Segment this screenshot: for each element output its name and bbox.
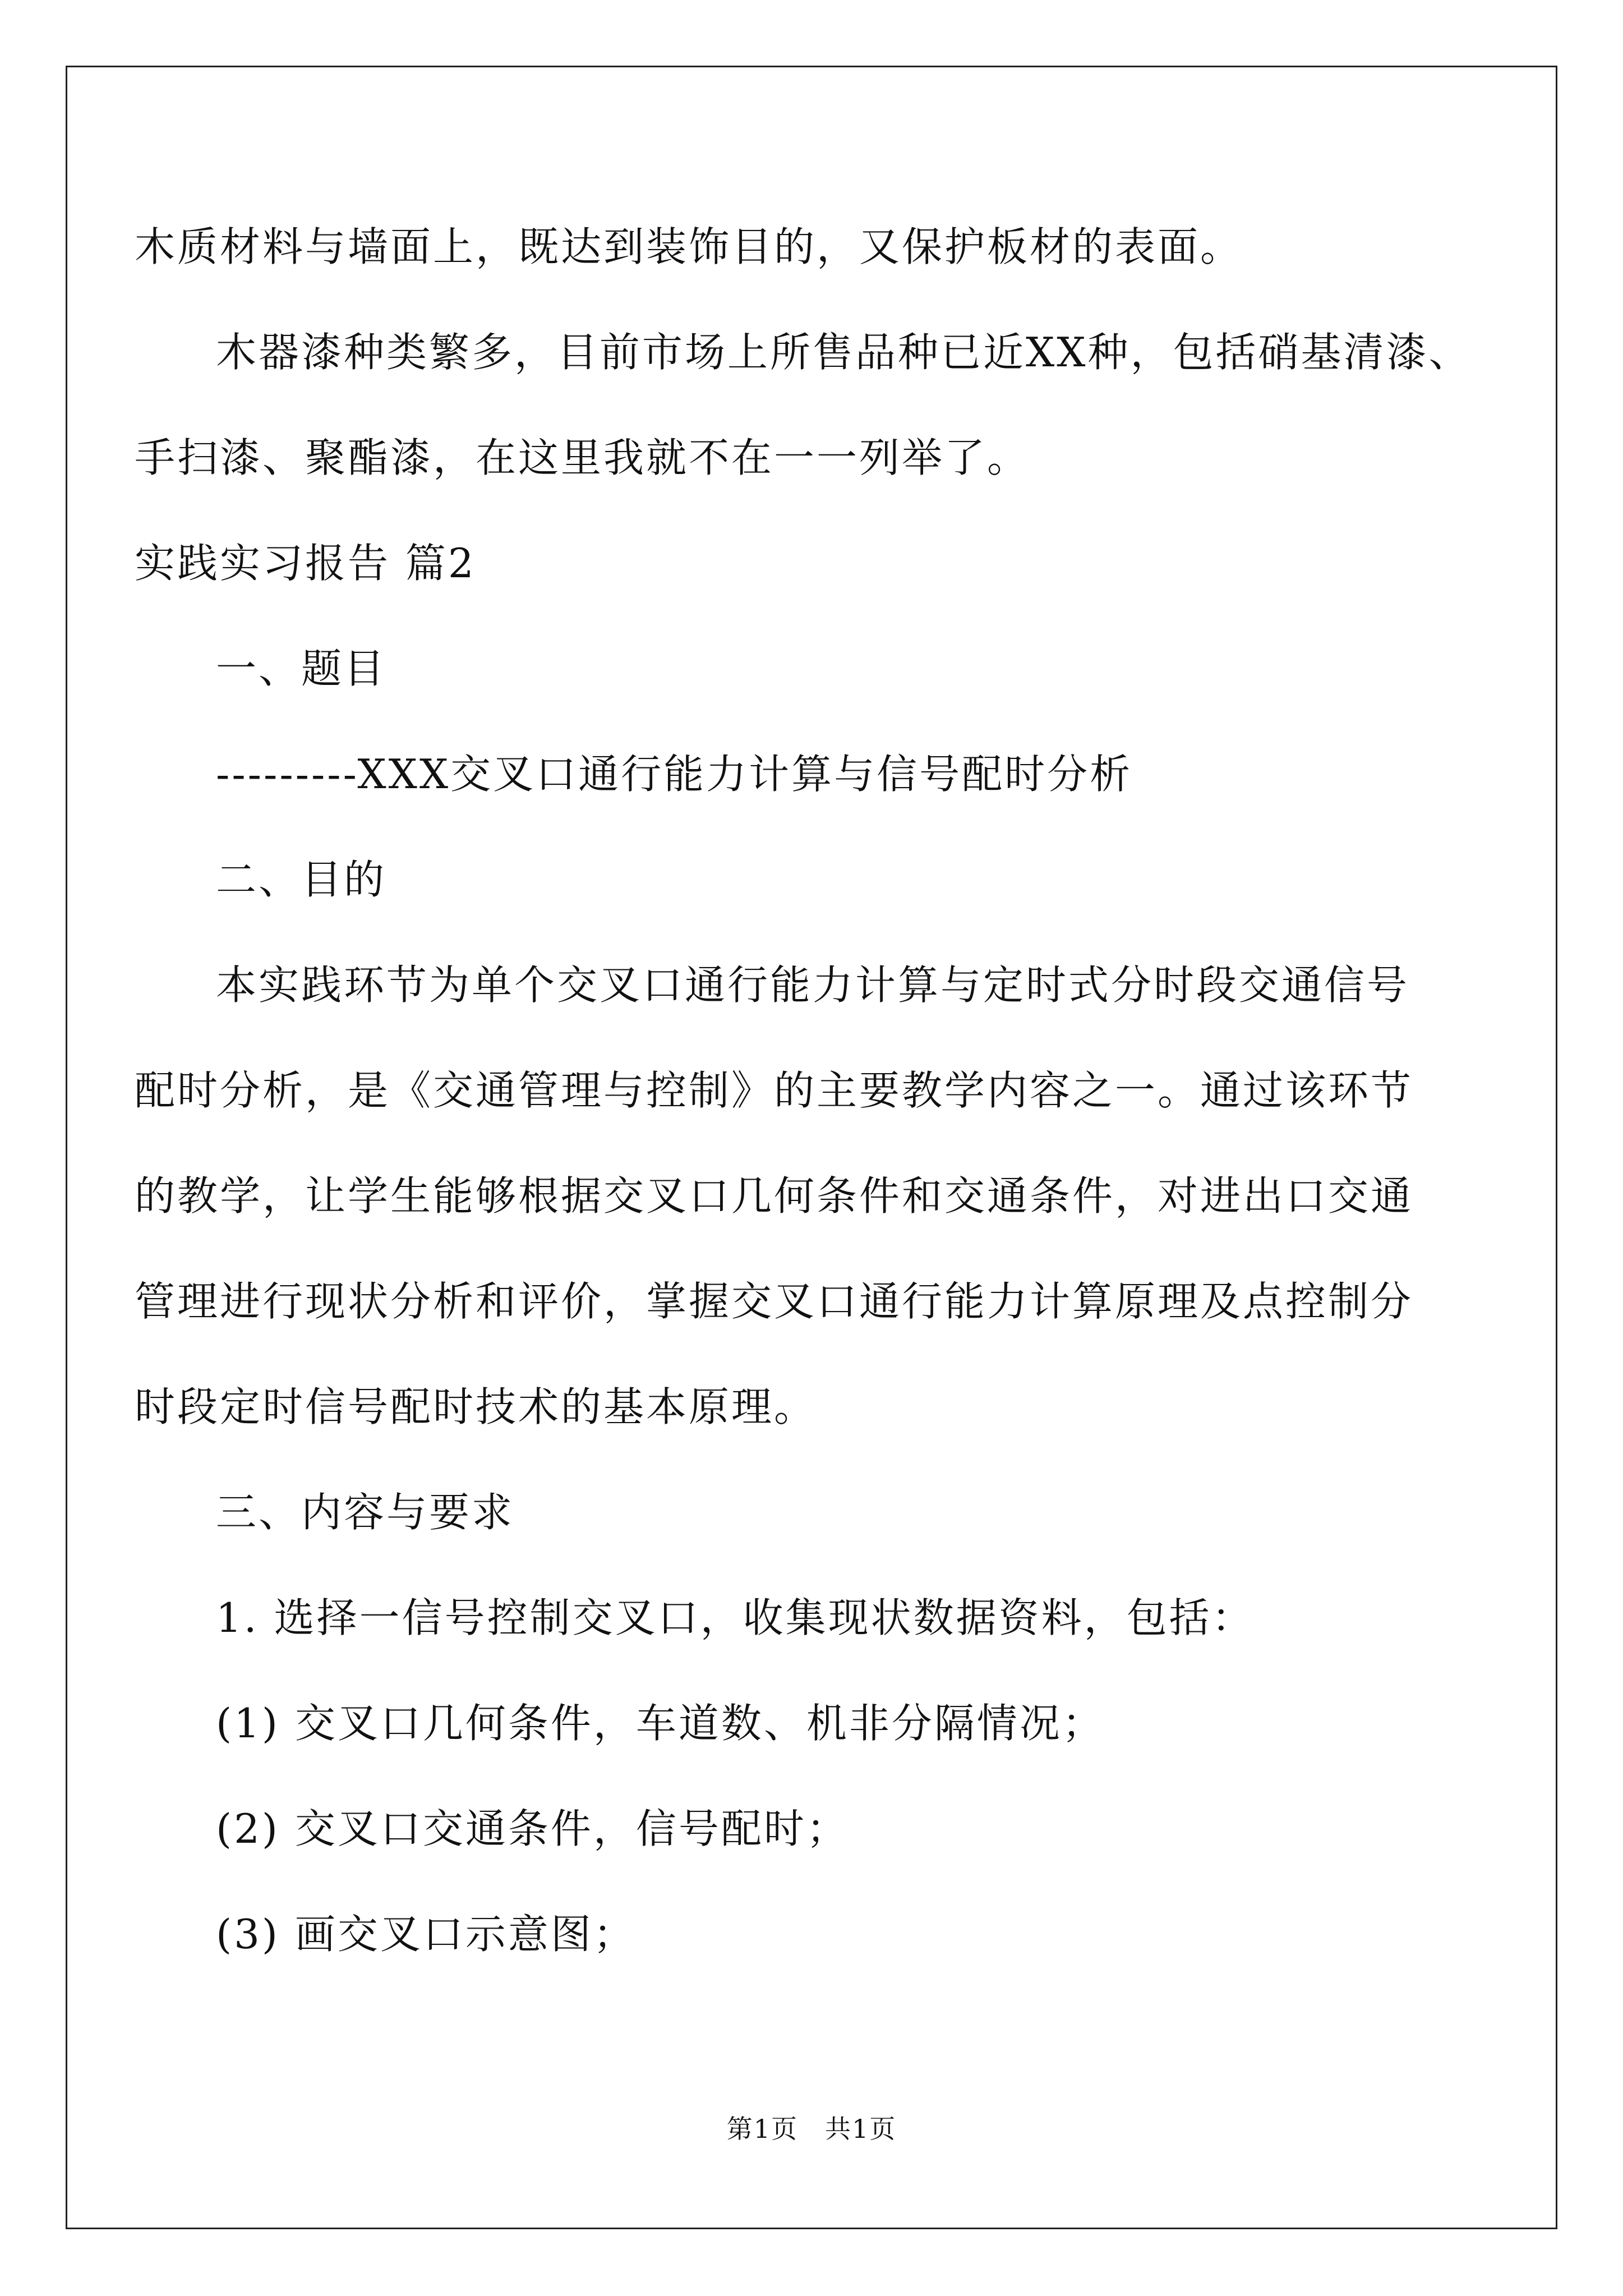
topic-line: ---------XXX交叉口通行能力计算与信号配时分析	[216, 751, 1133, 798]
list-item: (3) 画交叉口示意图；	[216, 1911, 636, 1958]
paragraph-line: 木器漆种类繁多，目前市场上所售品种已近XX种，包括硝基清漆、	[216, 329, 1472, 376]
subheading-purpose: 二、目的	[216, 856, 387, 903]
paragraph-line: 本实践环节为单个交叉口通行能力计算与定时式分时段交通信号	[216, 961, 1410, 1009]
paragraph-line: 时段定时信号配时技术的基本原理。	[135, 1383, 817, 1430]
paragraph-line: 配时分析，是《交通管理与控制》的主要教学内容之一。通过该环节	[135, 1067, 1414, 1114]
section-heading: 实践实习报告 篇2	[135, 540, 476, 587]
list-item: 1. 选择一信号控制交叉口，收集现状数据资料，包括：	[216, 1594, 1255, 1641]
paragraph-line: 的教学，让学生能够根据交叉口几何条件和交通条件，对进出口交通	[135, 1172, 1414, 1220]
subheading-content: 三、内容与要求	[216, 1489, 515, 1536]
paragraph-line: 管理进行现状分析和评价，掌握交叉口通行能力计算原理及点控制分	[135, 1278, 1414, 1325]
list-item: (2) 交叉口交通条件，信号配时；	[216, 1805, 849, 1852]
subheading-title: 一、题目	[216, 645, 387, 692]
page-number: 第1页 共1页	[726, 2114, 897, 2144]
list-item: (1) 交叉口几何条件，车道数、机非分隔情况；	[216, 1700, 1105, 1747]
page-border	[66, 66, 1557, 2229]
paragraph-line: 木质材料与墙面上，既达到装饰目的，又保护板材的表面。	[135, 223, 1243, 270]
paragraph-line: 手扫漆、聚酯漆，在这里我就不在一一列举了。	[135, 434, 1030, 481]
